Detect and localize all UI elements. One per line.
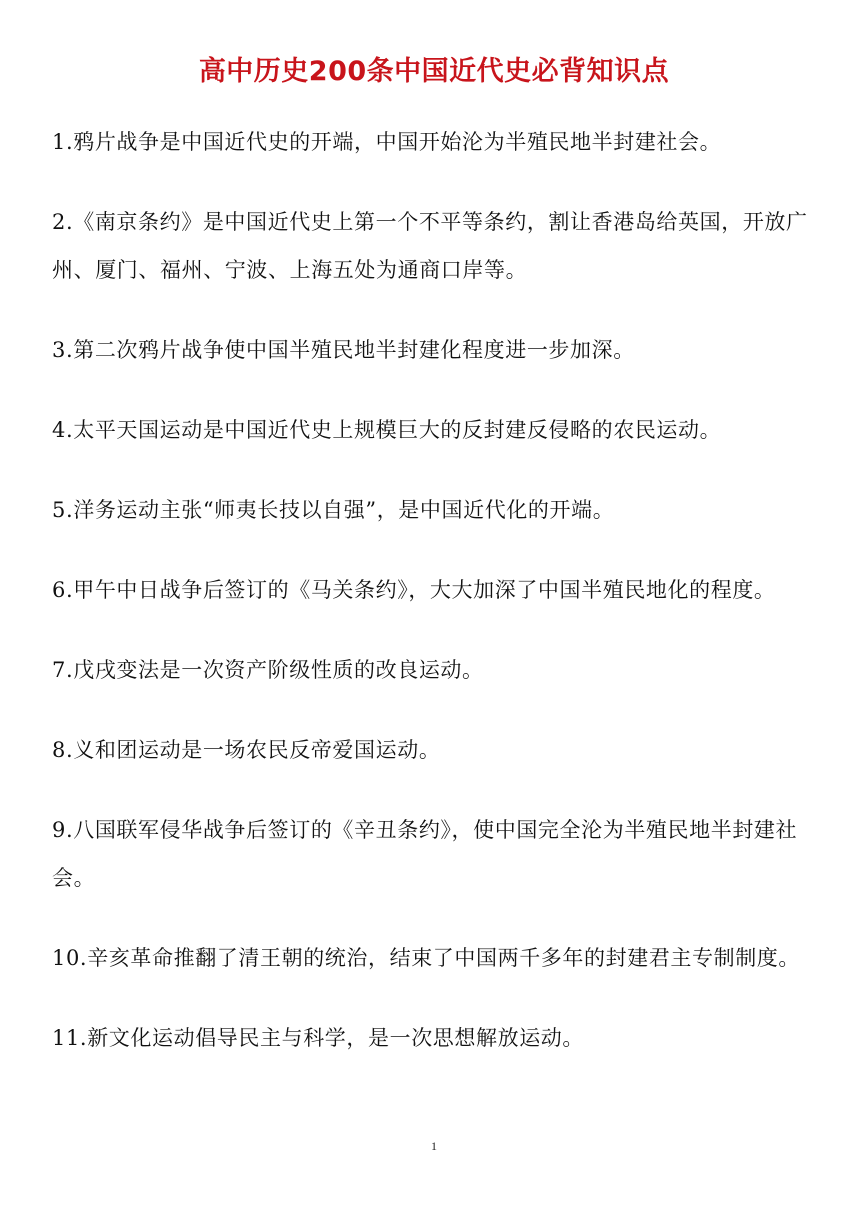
knowledge-point-3: 3.第二次鸦片战争使中国半殖民地半封建化程度进一步加深。 bbox=[52, 338, 635, 362]
knowledge-point-11: 11.新文化运动倡导民主与科学，是一次思想解放运动。 bbox=[52, 1026, 584, 1050]
knowledge-point-list bbox=[52, 118, 820, 1094]
knowledge-point-9: 9.八国联军侵华战争后签订的《辛丑条约》，使中国完全沦为半殖民地半封建社会。 bbox=[52, 818, 798, 890]
knowledge-point-5: 5.洋务运动主张“师夷长技以自强”，是中国近代化的开端。 bbox=[52, 498, 615, 522]
knowledge-point-2: 2.《南京条约》是中国近代史上第一个不平等条约，割让香港岛给英国，开放广州、厦门、福州、宁波、上海五处为通商口岸等。 bbox=[52, 210, 808, 282]
knowledge-point-10: 10.辛亥革命推翻了清王朝的统治，结束了中国两千多年的封建君主专制制度。 bbox=[52, 946, 800, 970]
knowledge-point-6: 6.甲午中日战争后签订的《马关条约》，大大加深了中国半殖民地化的程度。 bbox=[52, 578, 776, 602]
knowledge-point-4: 4.太平天国运动是中国近代史上规模巨大的反封建反侵略的农民运动。 bbox=[52, 418, 722, 442]
knowledge-point-1: 1.鸦片战争是中国近代史的开端，中国开始沦为半殖民地半封建社会。 bbox=[52, 130, 722, 154]
knowledge-point-8: 8.义和团运动是一场农民反帝爱国运动。 bbox=[52, 738, 441, 762]
page-number: 1 bbox=[431, 1139, 437, 1153]
knowledge-point-7: 7.戊戌变法是一次资产阶级性质的改良运动。 bbox=[52, 658, 484, 682]
document-title: 高中历史200条中国近代史必背知识点 bbox=[198, 56, 670, 87]
